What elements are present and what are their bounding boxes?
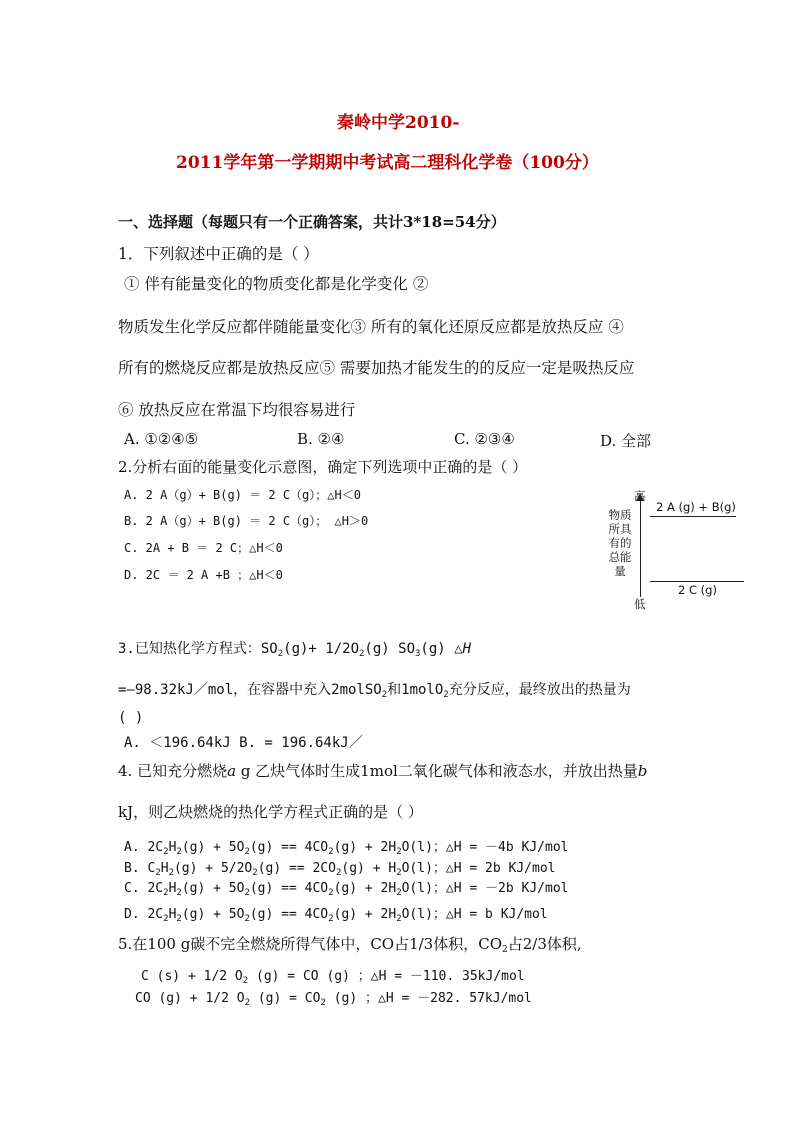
subscript: 2 [396,847,402,857]
diagram-upper-level-label: 2 A (g) + B(g) [656,500,736,514]
subscript: 2 [176,914,182,924]
q3-stem-pre: 3.已知热化学方程式：SO [118,641,278,657]
diagram-high-label: 高 [634,489,646,503]
opt-text: H [168,881,177,896]
diagram-axis-label: 物质所具有的总能量 [608,508,632,578]
subscript: 2 [242,976,249,986]
subscript: 2 [328,914,334,924]
q5-stem-post: 占2/3体积, [507,935,582,953]
opt-text: (g) == 2CO [257,861,336,876]
subscript: 2 [396,914,402,924]
opt-text: (g) + 5O [181,907,245,922]
q5-stem-pre: 5.在100 g碳不完全燃烧所得气体中，CO占1/3体积，CO [118,935,503,953]
q5-stem [118,933,582,955]
q4-stem-mid: g 乙炔气体时生成1mol二氧化碳气体和液态水，并放出热量 [236,762,638,780]
subscript: 3 [415,649,421,659]
subscript: 2 [163,847,169,857]
opt-text: (g) == 4CO [249,840,329,855]
q4-option-b [124,857,556,878]
q3-stem-h: H [462,641,472,657]
opt-text: (g) == 4CO [249,907,329,922]
subscript: 2 [168,868,174,878]
q3-line-2 [118,679,631,700]
subscript: 2 [277,649,284,659]
q4-option-c [124,877,569,898]
diagram-upper-level-line [650,516,736,517]
q1-option-a: A. ①②④⑤ [124,430,199,448]
opt-text: D. 2C [124,907,164,922]
opt-text: (g) + 5O [181,881,245,896]
opt-text: (g) + H [341,861,397,876]
q3-stem [118,638,471,659]
subscript: 2 [163,888,169,898]
q3-stem-mid2: (g) SO [364,641,415,657]
opt-text: B. C [124,861,156,876]
opt-text: (g) + 2H [333,881,397,896]
subscript: 2 [328,888,334,898]
opt-text: O(l)；△H = b KJ/mol [401,907,548,922]
opt-text: H [168,907,177,922]
subscript: 2 [176,888,182,898]
q5-equation-2 [135,987,532,1008]
subscript: 2 [244,998,250,1008]
title-line-2: 2011学年第一学期期中考试高二理科化学卷（100分） [176,153,599,173]
q4-option-a [124,836,569,857]
subscript: 2 [381,690,388,700]
subscript: 2 [502,945,508,955]
opt-text: (g) + 5O [181,840,245,855]
q5-eq1-post: (g) = CO (g) ；△H = －110. 35kJ/mol [248,969,525,984]
q1-option-c: C. ②③④ [454,430,515,448]
subscript: 2 [176,847,182,857]
q3-line2-pre: =—98.32kJ／mol，在容器中充入2molSO [118,682,382,698]
q5-eq2-post: (g) ；△H = －282. 57kJ/mol [325,991,532,1006]
subscript: 2 [155,868,161,878]
opt-text: O(l)；△H = －4b KJ/mol [401,840,569,855]
diagram-low-label: 低 [634,597,646,611]
q2-option-d: D. 2C ＝ 2 A +B ；△H＜0 [124,568,283,582]
energy-axis [640,499,641,597]
q4-stem-pre: 4. 已知充分燃烧 [118,762,228,780]
q1-line-1: ① 伴有能量变化的物质变化都是化学变化 ② [124,275,429,293]
diagram-lower-level-label: 2 C (g) [678,583,717,597]
subscript: 2 [244,914,250,924]
diagram-lower-level-line [650,581,744,582]
q1-line-4: ⑥ 放热反应在常温下均很容易进行 [118,401,356,419]
q2-option-c: C. 2A + B ＝ 2 C；△H＜0 [124,541,283,555]
q1-option-d: D. 全部 [600,432,652,450]
subscript: 2 [320,998,326,1008]
q3-line2-post: 充分反应，最终放出的热量为 [448,682,631,698]
opt-text: (g) == 4CO [249,881,329,896]
opt-text: O(l)；△H = 2b KJ/mol [401,861,556,876]
subscript: 2 [396,888,402,898]
subscript: 2 [359,649,365,659]
q3-options: A. ＜196.64kJ B. = 196.64kJ／ [124,735,363,751]
q5-eq2-mid: (g) = CO [250,991,321,1006]
q3-line-3: ( ) [118,710,144,726]
q3-stem-mid1: (g)+ 1/2O [283,641,359,657]
subscript: 2 [443,690,449,700]
opt-text: (g) + 5/2O [173,861,253,876]
opt-text: (g) + 2H [333,840,397,855]
subscript: 2 [163,914,169,924]
q2-option-a: A. 2 A（g）+ B(g) ＝ 2 C（g）；△H＜0 [124,488,361,502]
subscript: 2 [252,868,258,878]
q2-option-b: B. 2 A（g）+ B(g) ＝ 2 C（g）； △H＞0 [124,514,369,528]
q4-option-d [124,903,548,924]
q5-eq1-pre: C (s) + 1/2 O [141,969,243,984]
opt-text: H [168,840,177,855]
q4-stem [118,760,647,781]
q3-stem-mid3: (g) △ [420,641,463,657]
q1-stem: 1．下列叙述中正确的是（ ） [118,245,319,263]
q4-stem-b: b [637,762,648,780]
subscript: 2 [328,847,334,857]
q4-line-2: kJ，则乙炔燃烧的热化学方程式正确的是（ ） [118,803,423,821]
q4-stem-a: a [227,762,237,780]
opt-text: O(l)；△H = －2b KJ/mol [401,881,569,896]
opt-text: C. 2C [124,881,164,896]
q2-stem: 2.分析右面的能量变化示意图，确定下列选项中正确的是（ ） [118,458,528,476]
q1-line-3: 所有的燃烧反应都是放热反应⑤ 需要加热才能发生的的反应一定是吸热反应 [118,359,635,377]
q1-option-b: B. ②④ [297,430,345,448]
opt-text: H [160,861,169,876]
q1-line-2: 物质发生化学反应都伴随能量变化③ 所有的氧化还原反应都是放热反应 ④ [118,318,624,336]
title-line-1: 秦岭中学2010- [337,113,460,133]
opt-text: (g) + 2H [333,907,397,922]
q3-line2-mid: 和1molO [387,682,444,698]
subscript: 2 [396,868,402,878]
q5-eq2-pre: CO (g) + 1/2 O [135,991,245,1006]
subscript: 2 [244,847,250,857]
q5-equation-1 [141,965,525,986]
subscript: 2 [244,888,250,898]
section-heading: 一、选择题（每题只有一个正确答案，共计3*18=54分） [118,213,506,231]
subscript: 2 [335,868,342,878]
opt-text: A. 2C [124,840,164,855]
